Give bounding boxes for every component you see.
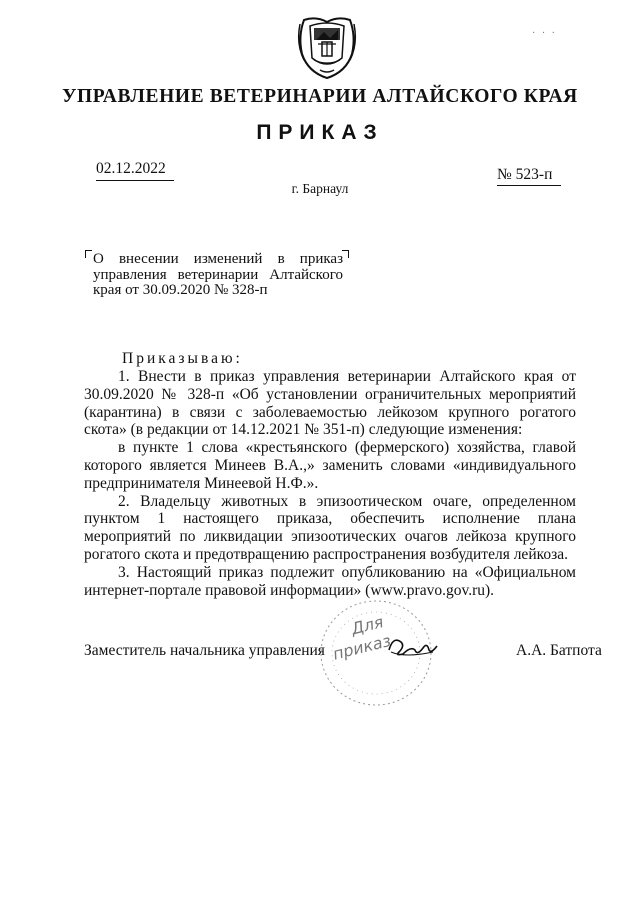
document-type: ПРИКАЗ	[256, 121, 384, 144]
signature-icon	[385, 632, 441, 660]
signer-position: Заместитель начальника управления	[84, 642, 325, 659]
organization-title: УПРАВЛЕНИЕ ВЕТЕРИНАРИИ АЛТАЙСКОГО КРАЯ	[62, 86, 578, 107]
scan-mark: · · ·	[532, 28, 557, 39]
stamp-line-1: Для	[349, 612, 386, 639]
subject-text: О внесении изменений в приказ управления ветеринарии Алтайского края от 30.09.2020 № 328-п	[93, 251, 343, 298]
paragraph-1-change: в пункте 1 слова «крестьянского (фермерского) хозяйства, главой которого является Минеев В.А.,» заменить словами «индивидуального предпринимателя Минеевой Н.Ф.».	[84, 439, 576, 492]
paragraph-1: 1. Внести в приказ управления ветеринарии Алтайского края от 30.09.2020 № 328-п «Об установлении ограничительных мероприятий (карантина) в связи с заболеваемостью лейкозом крупного рогатого скота» (в редакции от 14.12.2021 № 351-п) следующие изменения:	[84, 368, 576, 439]
bracket-left	[85, 250, 92, 258]
paragraph-3: 3. Настоящий приказ подлежит опубликованию на «Официальном интернет-портале правовой информации» (www.pravo.gov.ru).	[84, 563, 576, 599]
order-intro: Приказываю:	[122, 350, 243, 367]
document-body	[84, 368, 576, 599]
bracket-right	[342, 250, 349, 258]
paragraph-2: 2. Владельцу животных в эпизоотическом очаге, определенном пунктом 1 настоящего приказа, обеспечить исполнение плана мероприятий по ликвидации эпизоотических очагов лейкоза крупного рогатого скота и предотвращению распространения возбудителя лейкоза.	[84, 492, 576, 563]
document-subject	[93, 252, 343, 299]
document-date: 02.12.2022	[96, 160, 174, 181]
signer-name: А.А. Батпота	[516, 642, 602, 659]
document-city: г. Барнаул	[291, 181, 349, 196]
stamp-line-2: приказ	[330, 630, 393, 664]
document-number: № 523-п	[497, 166, 561, 186]
coat-of-arms-icon	[296, 14, 358, 80]
